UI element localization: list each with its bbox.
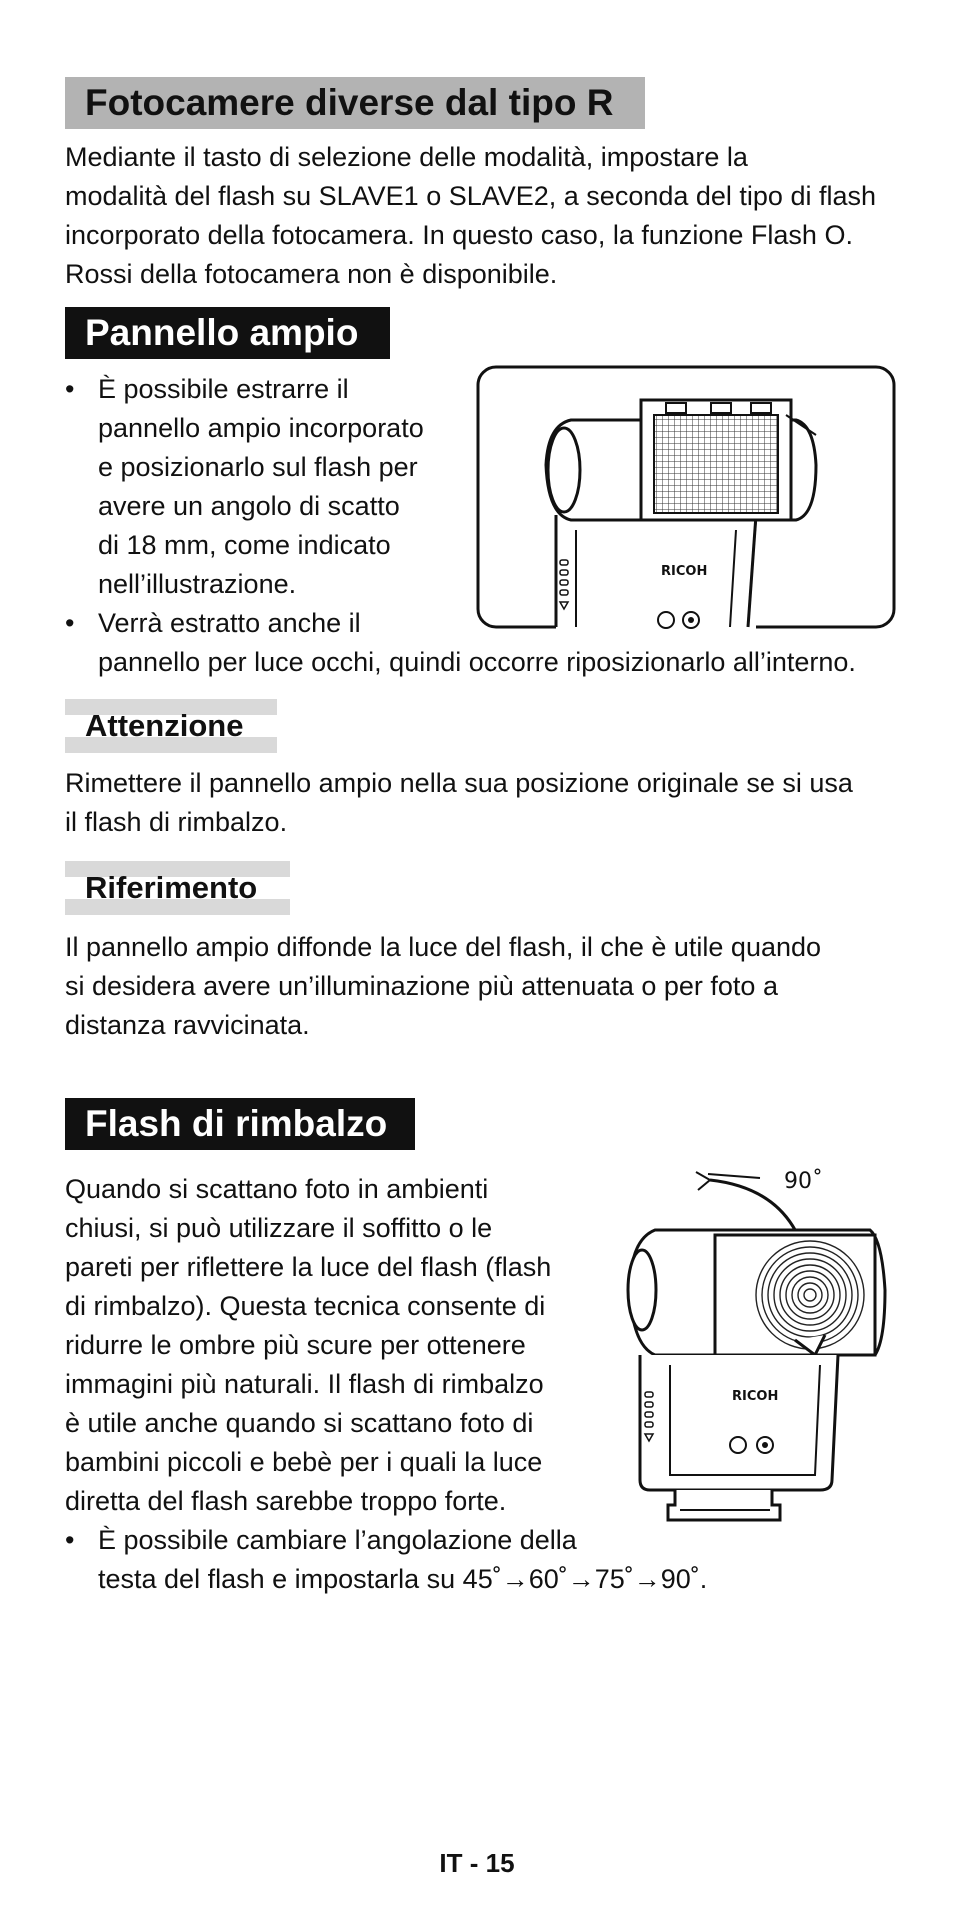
text-line: chiusi, si può utilizzare il soffitto o le [65, 1213, 493, 1243]
bullet-icon: • [65, 1525, 75, 1555]
attention-paragraph [65, 764, 925, 842]
text-line: è utile anche quando si scattano foto di [65, 1408, 534, 1438]
text-line: È possibile estrarre il [98, 374, 349, 404]
text-line: bambini piccoli e bebè per i quali la luce [65, 1447, 543, 1477]
reference-paragraph [65, 928, 925, 1045]
flash-wide-panel-illustration [476, 365, 896, 629]
text-line: Mediante il tasto di selezione delle modalità, impostare la [65, 142, 748, 172]
text-line: È possibile cambiare l’angolazione della [98, 1525, 577, 1555]
text-line: nell’illustrazione. [98, 569, 297, 599]
text-line: di 18 mm, come indicato [98, 530, 391, 560]
text-line: diretta del flash sarebbe troppo forte. [65, 1486, 507, 1516]
bounce-paragraph [65, 1170, 605, 1521]
text-line: distanza ravvicinata. [65, 1010, 310, 1040]
text-line: il flash di rimbalzo. [65, 807, 288, 837]
page-number: IT - 15 [439, 1848, 515, 1878]
text-line: modalità del flash su SLAVE1 o SLAVE2, a seconda del tipo di flash [65, 181, 877, 211]
text-line: si desidera avere un’illuminazione più attenuata o per foto a [65, 971, 778, 1001]
bullet-icon: • [65, 608, 75, 638]
text-line: Verrà estratto anche il [98, 608, 361, 638]
text-line: pareti per riflettere la luce del flash (flash [65, 1252, 552, 1282]
camera-types-paragraph [65, 138, 905, 294]
section-heading-wide-panel: Pannello ampio [65, 307, 390, 359]
text-line: avere un angolo di scatto [98, 491, 400, 521]
bounce-bullet [98, 1521, 918, 1599]
note-heading-attention: Attenzione [65, 699, 277, 753]
flash-bounce-illustration [620, 1160, 900, 1530]
text-line: testa del flash e impostarla su 45˚→60˚→75˚→90˚. [98, 1564, 708, 1594]
bullet-icon: • [65, 374, 75, 404]
text-line: Il pannello ampio diffonde la luce del flash, il che è utile quando [65, 932, 822, 962]
text-line: Rossi della fotocamera non è disponibile. [65, 259, 558, 289]
text-line: pannello ampio incorporato [98, 413, 424, 443]
wide-panel-bullet-1 [98, 370, 478, 604]
text-line: pannello per luce occhi, quindi occorre riposizionarlo all’interno. [98, 647, 856, 677]
section-heading-bounce-flash: Flash di rimbalzo [65, 1098, 415, 1150]
angle-label: 90˚ [784, 1169, 823, 1194]
text-line: e posizionarlo sul flash per [98, 452, 418, 482]
note-heading-reference: Riferimento [65, 861, 290, 915]
text-line: Quando si scattano foto in ambienti [65, 1174, 489, 1204]
section-heading-camera-types: Fotocamere diverse dal tipo R [65, 77, 645, 129]
text-line: di rimbalzo). Questa tecnica consente di [65, 1291, 546, 1321]
text-line: incorporato della fotocamera. In questo caso, la funzione Flash O. [65, 220, 853, 250]
text-line: Rimettere il pannello ampio nella sua posizione originale se si usa [65, 768, 853, 798]
ricoh-logo: RICOH [661, 564, 708, 579]
ricoh-logo: RICOH [732, 1389, 779, 1404]
text-line: ridurre le ombre più scure per ottenere [65, 1330, 526, 1360]
text-line: immagini più naturali. Il flash di rimbalzo [65, 1369, 544, 1399]
